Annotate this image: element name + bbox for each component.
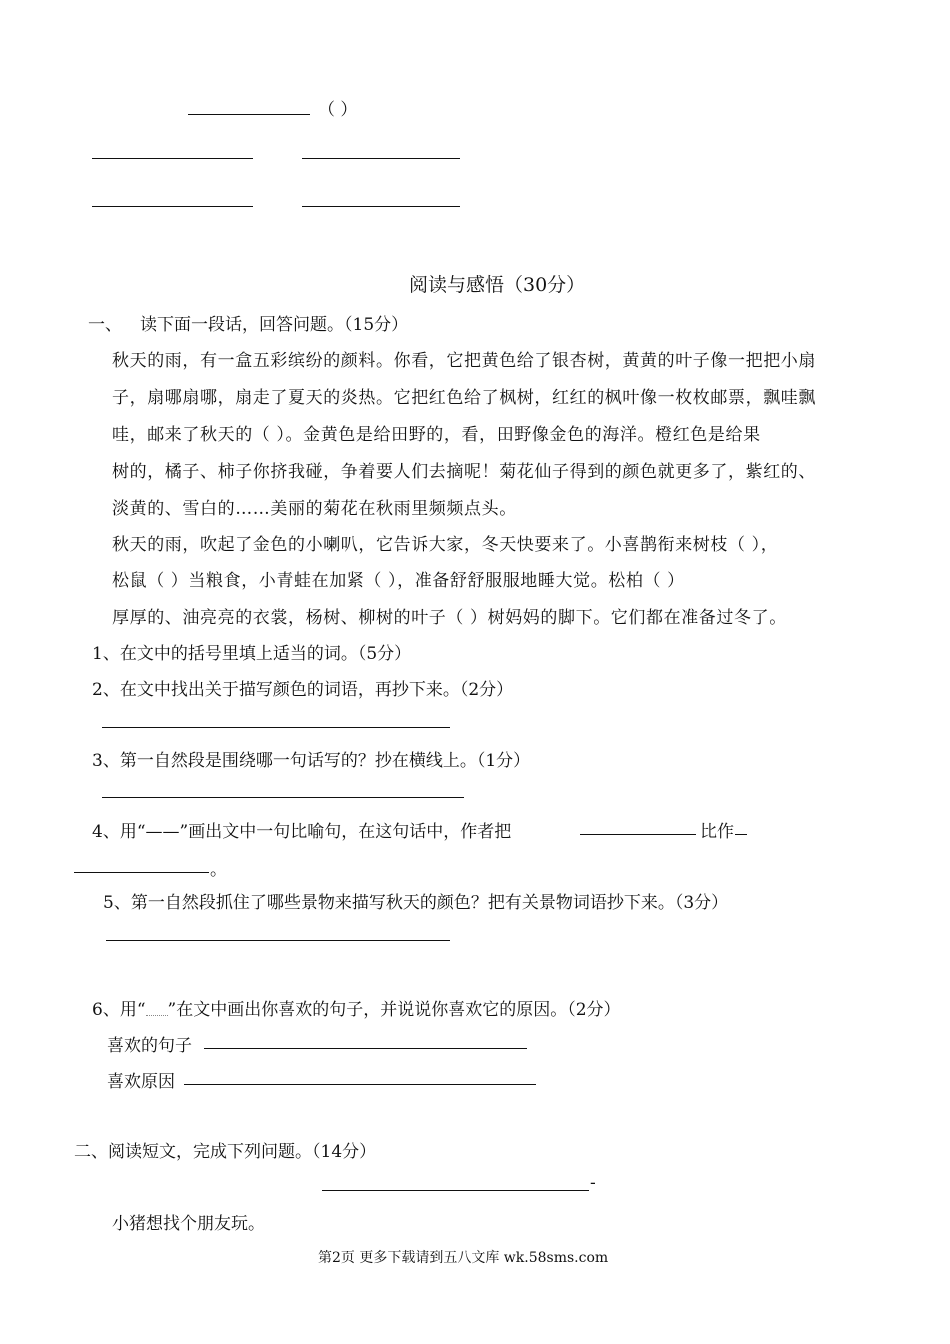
answer-line [102,727,450,728]
answer-line [735,834,747,835]
favorite-reason-label: 喜欢原因 [107,1072,175,1092]
answer-line [106,940,450,941]
passage-line: 秋天的雨，有一盒五彩缤纷的颜料。你看，它把黄色给了银杏树，黄黄的叶子像一把把小扇 [112,351,816,371]
passage-line: 哇，邮来了秋天的（ ）。金黄色是给田野的，看，田野像金色的海洋。橙红色是给果 [112,425,761,445]
answer-blank [302,158,460,159]
passage-line: 淡黄的、雪白的……美丽的菊花在秋雨里频频点头。 [112,499,517,519]
passage-line: 厚厚的、油亮亮的衣裳，杨树、柳树的叶子（ ）树妈妈的脚下。它们都在准备过冬了。 [112,608,787,628]
section-title: 阅读与感悟（30分） [409,274,586,296]
question-4-end: 。 [210,860,227,880]
question-4-part-b: 比作 [700,822,734,842]
answer-line [102,797,464,798]
wavy-underline-mark [146,1005,168,1016]
passage-title-dash: - [590,1173,596,1193]
question-6-part-a: 6、用“ [92,1000,146,1020]
favorite-sentence-label: 喜欢的句子 [107,1036,192,1056]
question-5: 5、第一自然段抓住了哪些景物来描写秋天的颜色？把有关景物词语抄下来。（3分） [103,893,729,913]
part2-heading: 二、阅读短文，完成下列问题。（14分） [74,1142,377,1162]
question-2: 2、在文中找出关于描写颜色的词语，再抄下来。（2分） [92,680,514,700]
page-footer: 第2页 更多下载请到五八文库 wk.58sms.com [318,1250,609,1266]
passage-line: 松鼠（ ）当粮食，小青蛙在加紧（ ），准备舒舒服服地睡大觉。松柏（ ） [112,571,685,591]
passage-line: 树的，橘子、柿子你挤我碰，争着要人们去摘呢！菊花仙子得到的颜色就更多了，紫红的、 [112,462,816,482]
answer-blank [302,206,460,207]
answer-line [184,1084,536,1085]
blank-parenthesis: （ ） [318,100,358,120]
answer-line [204,1048,527,1049]
answer-line [74,872,209,873]
question-6-part-b: ”在文中画出你喜欢的句子，并说说你喜欢它的原因。（2分） [167,1000,621,1020]
question-1: 1、在文中的括号里填上适当的词。（5分） [92,644,412,664]
question-6 [92,995,621,1020]
answer-line [580,834,696,835]
question-4-part-a: 4、用“——”画出文中一句比喻句，在这句话中，作者把 [92,822,512,842]
passage-title-blank [322,1190,589,1191]
passage-line: 子，扇哪扇哪，扇走了夏天的炎热。它把红色给了枫树，红红的枫叶像一枚枚邮票，飘哇飘 [112,388,816,408]
answer-blank [92,206,253,207]
answer-blank [92,158,253,159]
part1-heading: 读下面一段话，回答问题。（15分） [140,315,409,335]
passage-line: 秋天的雨，吹起了金色的小喇叭，它告诉大家，冬天快要来了。小喜鹊衔来树枝（ ）， [112,535,779,555]
answer-blank [188,114,310,115]
question-3: 3、第一自然段是围绕哪一句话写的？抄在横线上。（1分） [92,751,531,771]
part1-heading-number: 一、 [88,315,122,335]
passage-first-line: 小猪想找个朋友玩。 [112,1214,265,1234]
